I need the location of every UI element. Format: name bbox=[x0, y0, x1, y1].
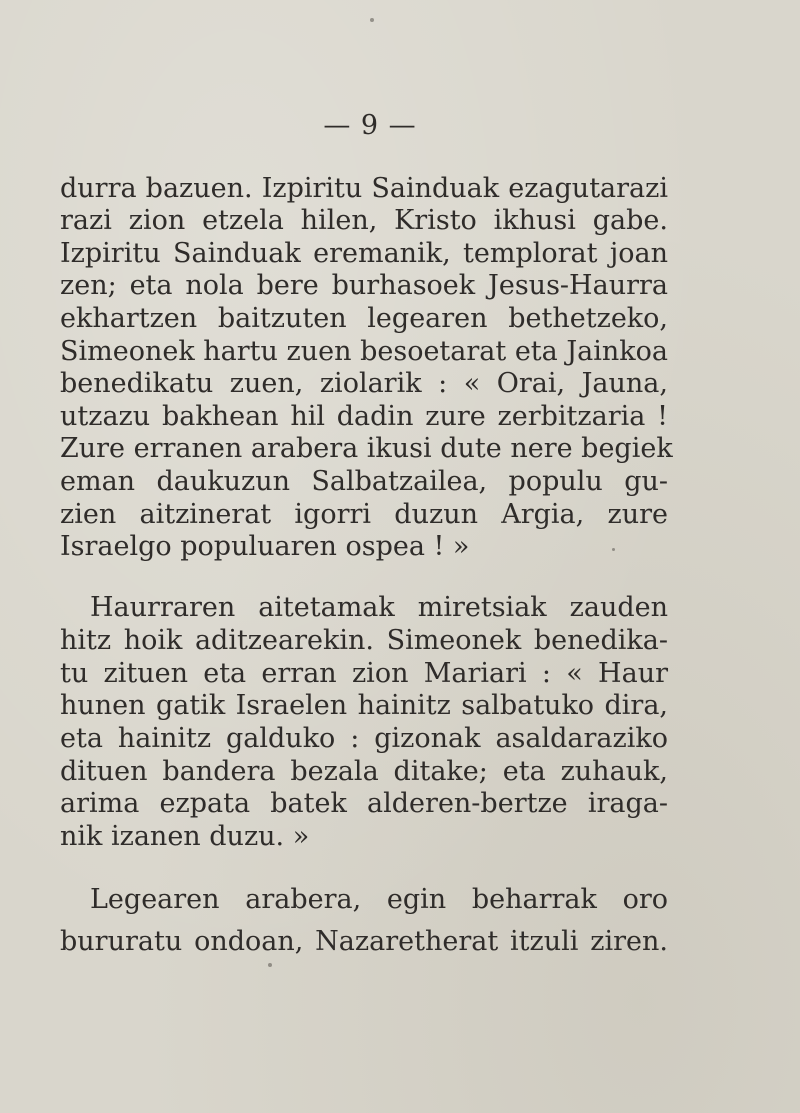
text-line: utzazu bakhean hil dadin zure zerbitzaria ! bbox=[60, 401, 668, 432]
text-line: Simeonek hartu zuen besoetarat eta Jainkoa bbox=[60, 336, 668, 367]
text-line: durra bazuen. Izpiritu Sainduak ezagutarazi bbox=[60, 173, 668, 204]
text-line: Izpiritu Sainduak eremanik, templorat joan bbox=[60, 238, 668, 269]
text-line: Zure erranen arabera ikusi dute nere begiek bbox=[60, 433, 673, 464]
text-line: razi zion etzela hilen, Kristo ikhusi gabe. bbox=[60, 205, 668, 236]
page-number: — 9 — bbox=[323, 110, 417, 141]
text-line: eta hainitz galduko : gizonak asaldaraziko bbox=[60, 723, 668, 754]
text-line: bururatu ondoan, Nazaretherat itzuli ziren. bbox=[60, 926, 668, 957]
text-line: Haurraren aitetamak miretsiak zauden bbox=[90, 592, 668, 623]
text-line: zien aitzinerat igorri duzun Argia, zure bbox=[60, 499, 668, 530]
text-line: tu zituen eta erran zion Mariari : « Haur bbox=[60, 658, 668, 689]
text-line: nik izanen duzu. » bbox=[60, 821, 310, 852]
paper-speck bbox=[268, 963, 272, 967]
text-line: eman daukuzun Salbatzailea, populu gu- bbox=[60, 466, 668, 497]
text-line: hunen gatik Israelen hainitz salbatuko dira, bbox=[60, 690, 668, 721]
text-line: benedikatu zuen, ziolarik : « Orai, Jauna, bbox=[60, 368, 668, 399]
text-line: zen; eta nola bere burhasoek Jesus-Haurra bbox=[60, 270, 668, 301]
paper-speck bbox=[612, 548, 615, 551]
text-line: dituen bandera bezala ditake; eta zuhauk, bbox=[60, 756, 668, 787]
text-line: ekhartzen baitzuten legearen bethetzeko, bbox=[60, 303, 668, 334]
text-line: Israelgo populuaren ospea ! » bbox=[60, 531, 470, 562]
paper-speck bbox=[370, 18, 374, 22]
text-line: Legearen arabera, egin beharrak oro bbox=[90, 884, 668, 915]
text-line: arima ezpata batek alderen-bertze iraga- bbox=[60, 788, 668, 819]
text-line: hitz hoik aditzearekin. Simeonek benedika- bbox=[60, 625, 668, 656]
